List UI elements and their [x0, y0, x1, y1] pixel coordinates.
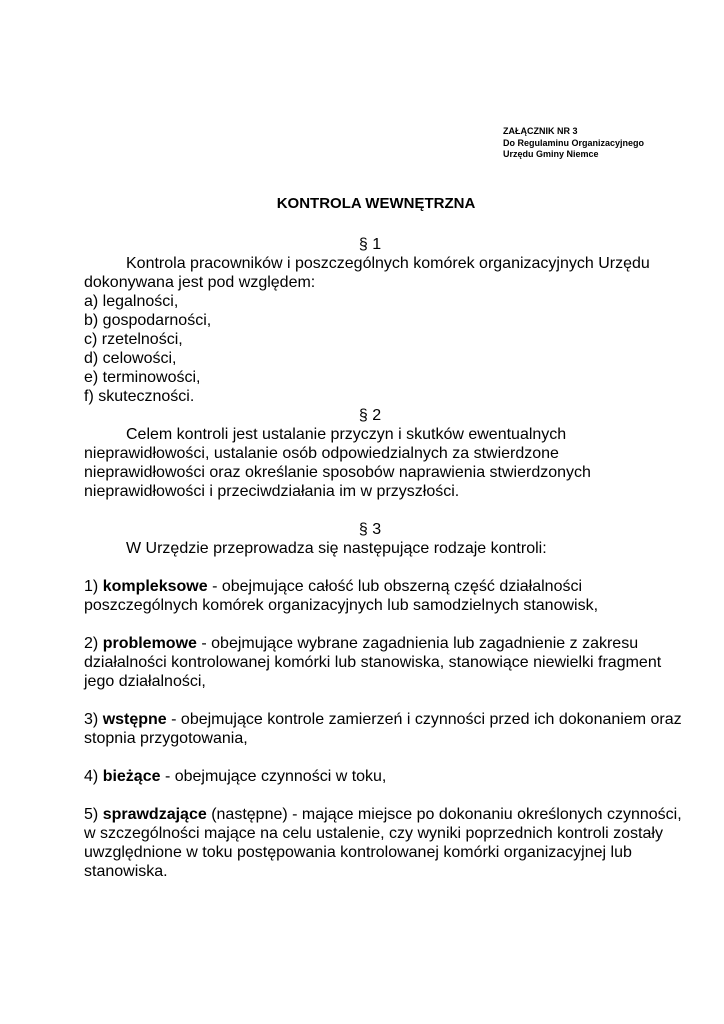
- item-description: (następne) - mające miejsce po dokonaniu określonych czynności, w szczególności mające na celu ustalenie, czy wyniki poprzednich kontroli zostały uwzględnione w toku postępowania kontrolowanej komórki organizacyjnej lub stanowiska.: [84, 806, 682, 880]
- item-description: - obejmujące czynności w toku,: [160, 768, 387, 785]
- office-name: Urzędu Gminy Niemce: [503, 149, 599, 159]
- regulation-reference: Do Regulaminu Organizacyjnego: [503, 137, 645, 148]
- item-number: 2): [84, 635, 99, 652]
- document-title: KONTROLA WEWNĘTRZNA: [276, 195, 476, 212]
- item-number: 1): [84, 578, 99, 595]
- item-number: 5): [84, 806, 99, 823]
- control-type-item: [84, 710, 684, 748]
- attachment-number: ZAŁĄCZNIK NR 3: [503, 126, 578, 136]
- list-item: c) rzetelności,: [84, 331, 183, 348]
- item-term: wstępne: [102, 711, 167, 728]
- document-body: [84, 235, 684, 881]
- item-description: - obejmujące całość lub obszerną część działalności poszczególnych komórek organizacyjnych lub samodzielnych stanowisk,: [84, 578, 599, 614]
- list-item: b) gospodarności,: [84, 312, 212, 329]
- section-2-mark: § 2: [358, 407, 382, 424]
- section-1-mark: § 1: [358, 236, 382, 253]
- section-1-intro: Kontrola pracowników i poszczególnych komórek organizacyjnych Urzędu dokonywana jest pod względem:: [84, 255, 650, 291]
- control-type-item: [84, 634, 684, 691]
- item-description: - obejmujące wybrane zagadnienia lub zagadnienie z zakresu działalności kontrolowanej komórki lub stanowiska, stanowiące niewielki fragment jego działalności,: [84, 635, 662, 690]
- control-type-item: [84, 767, 684, 786]
- list-item: d) celowości,: [84, 350, 177, 367]
- section-2-text: Celem kontroli jest ustalanie przyczyn i skutków ewentualnych nieprawidłowości, ustalanie osób odpowiedzialnych za stwierdzone nieprawidłowości oraz określanie sposobów naprawienia stwierdzonych nieprawidłowości i przeciwdziałania im w przyszłości.: [84, 426, 591, 500]
- item-number: 4): [84, 768, 99, 785]
- control-type-item: [84, 577, 684, 615]
- item-number: 3): [84, 711, 99, 728]
- list-item: f) skuteczności.: [84, 388, 195, 405]
- list-item: a) legalności,: [84, 293, 179, 310]
- list-item: e) terminowości,: [84, 369, 201, 386]
- attachment-header: [503, 126, 644, 161]
- item-term: bieżące: [102, 768, 161, 785]
- item-term: problemowe: [102, 635, 197, 652]
- item-term: sprawdzające: [102, 806, 207, 823]
- control-type-item: [84, 805, 684, 881]
- item-term: kompleksowe: [102, 578, 208, 595]
- section-3-intro: W Urzędzie przeprowadza się następujące rodzaje kontroli:: [126, 540, 547, 557]
- item-description: - obejmujące kontrole zamierzeń i czynności przed ich dokonaniem oraz stopnia przygotowania,: [84, 711, 682, 747]
- section-3-mark: § 3: [358, 521, 382, 538]
